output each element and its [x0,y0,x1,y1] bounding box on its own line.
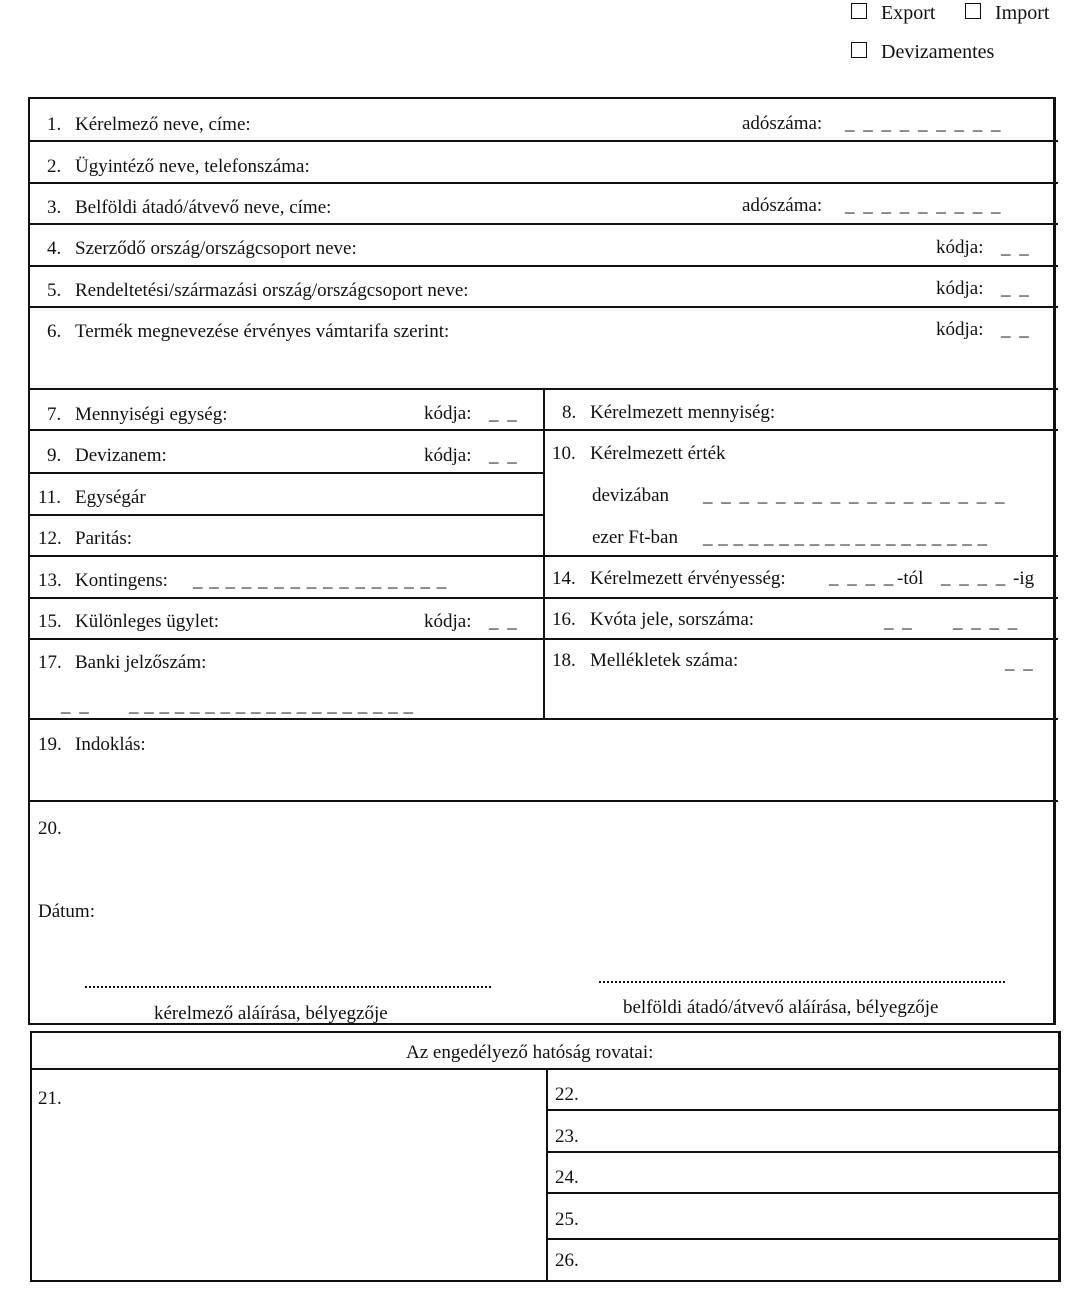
devizamentes-checkbox[interactable] [851,42,867,58]
export-checkbox[interactable] [851,3,867,19]
field-8-number: 8. [562,402,577,423]
field-25-number: 25. [555,1209,579,1230]
field-4-code-blank[interactable]: _ _ [1001,237,1031,258]
field-6-code-label: kódja: [936,319,984,340]
field-6-label: Termék megnevezése érvényes vámtarifa szerint: [75,321,450,342]
date-label: Dátum: [38,901,95,922]
field-13-number: 13. [38,570,62,591]
field-1-number: 1. [47,114,62,135]
field-24-number: 24. [555,1167,579,1188]
field-1-label: Kérelmező neve, címe: [75,114,251,135]
field-10-label: Kérelmezett érték [590,443,726,464]
field-21-number: 21. [38,1088,62,1109]
field-5-number: 5. [47,280,62,301]
field-1-tax-label: adószáma: [742,113,823,134]
field-10-foreign-label: devizában [592,485,670,506]
field-5-code-blank[interactable]: _ _ [1001,278,1031,299]
field-17-number: 17. [38,652,62,673]
field-9-label: Devizanem: [75,445,167,466]
domestic-party-signature-line[interactable] [599,981,1005,983]
field-6-number: 6. [47,321,62,342]
field-12-number: 12. [38,528,62,549]
field-1-tax-blank[interactable]: _ _ _ _ _ _ _ _ _ [845,113,1003,134]
applicant-signature-line[interactable] [85,986,491,988]
field-10-foreign-blank[interactable]: _ _ _ _ _ _ _ _ _ _ _ _ _ _ _ _ _ [703,485,1007,506]
field-22-number: 22. [555,1084,579,1105]
field-18-number: 18. [552,650,576,671]
import-checkbox[interactable] [965,3,981,19]
field-5-label: Rendeltetési/származási ország/országcsoport neve: [75,280,469,301]
field-14-number: 14. [552,568,576,589]
field-7-code-blank[interactable]: _ _ [489,403,519,424]
field-16-label: Kvóta jele, sorszáma: [590,609,755,630]
field-15-code-blank[interactable]: _ _ [489,611,519,632]
field-20-number: 20. [38,818,62,839]
field-15-number: 15. [38,611,62,632]
field-19-number: 19. [38,734,62,755]
field-11-label: Egységár [75,487,146,508]
field-7-code-label: kódja: [424,403,472,424]
field-16-number: 16. [552,609,576,630]
field-8-label: Kérelmezett mennyiség: [590,402,776,423]
field-14-label: Kérelmezett érvényesség: [590,568,786,589]
field-7-number: 7. [47,404,62,425]
authority-heading: Az engedélyező hatóság rovatai: [406,1042,654,1063]
field-13-label: Kontingens: [75,570,168,591]
field-18-label: Mellékletek száma: [590,650,739,671]
field-15-label: Különleges ügylet: [75,611,220,632]
field-17-label: Banki jelzőszám: [75,652,207,673]
devizamentes-label: Devizamentes [881,41,995,63]
field-19-label: Indoklás: [75,734,146,755]
field-17-blank-b[interactable]: _ _ _ _ _ _ _ _ _ _ _ _ _ _ _ _ _ _ _ [129,695,414,716]
field-10-huf-label: ezer Ft-ban [592,527,678,548]
field-2-number: 2. [47,156,62,177]
field-12-label: Paritás: [75,528,132,549]
field-14-to-blank[interactable]: _ _ _ _ [941,567,1008,588]
domestic-party-signature-caption: belföldi átadó/átvevő aláírása, bélyegzője [623,997,939,1018]
field-9-number: 9. [47,445,62,466]
field-18-blank[interactable]: _ _ [1005,652,1035,673]
field-10-huf-blank[interactable]: _ _ _ _ _ _ _ _ _ _ _ _ _ _ _ _ _ _ _ [703,527,988,548]
field-10-number: 10. [552,443,576,464]
field-17-blank-a[interactable]: _ _ [61,695,91,716]
applicant-signature-caption: kérelmező aláírása, bélyegzője [154,1003,388,1024]
field-23-number: 23. [555,1126,579,1147]
field-9-code-blank[interactable]: _ _ [489,445,519,466]
form-frame [28,97,1056,1025]
field-7-label: Mennyiségi egység: [75,404,228,425]
field-3-label: Belföldi átadó/átvevő neve, címe: [75,197,332,218]
field-4-code-label: kódja: [936,237,984,258]
field-14-to-suffix: -ig [1013,568,1035,589]
export-label: Export [881,2,936,24]
field-13-blank[interactable]: _ _ _ _ _ _ _ _ _ _ _ _ _ _ _ _ [193,570,448,591]
field-14-from-suffix: -tól [897,568,924,589]
field-3-number: 3. [47,197,62,218]
field-2-label: Ügyintéző neve, telefonszáma: [75,156,310,177]
import-label: Import [995,2,1050,24]
field-16-blank-b[interactable]: _ _ _ _ [953,611,1020,632]
field-4-number: 4. [47,238,62,259]
field-5-code-label: kódja: [936,278,984,299]
field-16-blank-a[interactable]: _ _ [884,611,914,632]
field-11-number: 11. [38,487,62,508]
field-4-label: Szerződő ország/országcsoport neve: [75,238,357,259]
field-6-code-blank[interactable]: _ _ [1001,319,1031,340]
field-3-tax-blank[interactable]: _ _ _ _ _ _ _ _ _ [845,195,1003,216]
field-9-code-label: kódja: [424,445,472,466]
field-15-code-label: kódja: [424,611,472,632]
field-26-number: 26. [555,1250,579,1271]
field-3-tax-label: adószáma: [742,195,823,216]
field-14-from-blank[interactable]: _ _ _ _ [829,567,896,588]
